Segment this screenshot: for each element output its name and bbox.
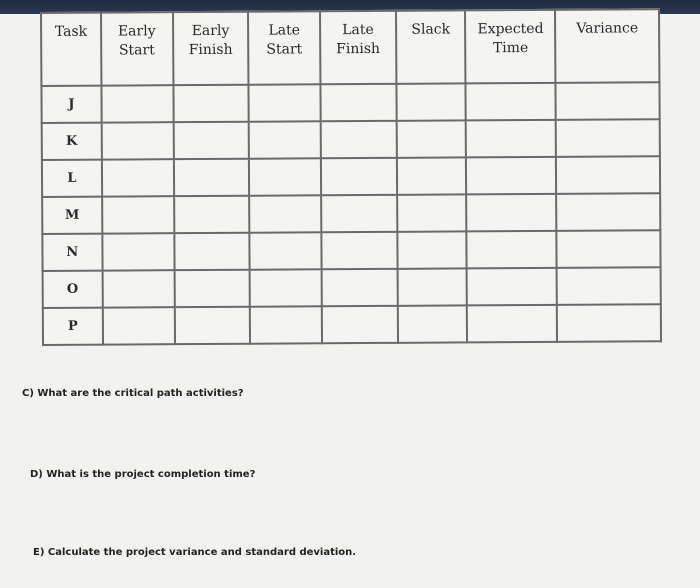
table-cell[interactable] xyxy=(250,269,322,306)
header-row xyxy=(41,9,659,86)
table-cell[interactable] xyxy=(467,305,557,343)
table-cell[interactable] xyxy=(249,158,321,195)
column-header-task: Task xyxy=(41,13,101,86)
task-label: K xyxy=(42,123,102,160)
table-cell[interactable] xyxy=(320,84,396,121)
table-cell[interactable] xyxy=(249,195,321,232)
task-label: P xyxy=(43,308,103,345)
table-cell[interactable] xyxy=(557,304,661,342)
table-cell[interactable] xyxy=(466,120,556,158)
question-e: E) Calculate the project variance and standard deviation. xyxy=(33,547,357,558)
table-cell[interactable] xyxy=(397,194,467,231)
table-cell[interactable] xyxy=(102,233,174,270)
schedule-table xyxy=(40,8,662,346)
table-cell[interactable] xyxy=(321,158,397,195)
table-row xyxy=(42,193,660,234)
table-cell[interactable] xyxy=(321,232,397,269)
table-cell[interactable] xyxy=(249,121,321,158)
table-cell[interactable] xyxy=(556,156,660,194)
task-label: J xyxy=(41,86,101,123)
task-label: O xyxy=(43,271,103,308)
table-cell[interactable] xyxy=(173,85,249,122)
table-cell[interactable] xyxy=(398,305,468,342)
question-d: D) What is the project completion time? xyxy=(30,469,256,480)
table-cell[interactable] xyxy=(467,268,557,306)
table-cell[interactable] xyxy=(466,157,556,195)
table-cell[interactable] xyxy=(102,270,174,307)
column-header-variance: Variance xyxy=(555,9,659,83)
table-cell[interactable] xyxy=(102,159,174,196)
table-row xyxy=(42,119,660,160)
table-cell[interactable] xyxy=(102,196,174,233)
table-row xyxy=(41,82,659,123)
table-cell[interactable] xyxy=(322,306,398,343)
column-header-early-start: Early Start xyxy=(101,12,173,85)
table-cell[interactable] xyxy=(321,121,397,158)
table-cell[interactable] xyxy=(321,195,397,232)
table-cell[interactable] xyxy=(322,269,398,306)
table-cell[interactable] xyxy=(101,85,173,122)
table-cell[interactable] xyxy=(397,231,467,268)
table-cell[interactable] xyxy=(103,307,175,344)
table-cell[interactable] xyxy=(250,306,322,343)
column-header-late-finish: Late Finish xyxy=(320,11,396,84)
table-cell[interactable] xyxy=(101,122,173,159)
table-cell[interactable] xyxy=(174,307,250,344)
table-row xyxy=(43,304,661,345)
question-c: C) What are the critical path activities? xyxy=(22,388,244,399)
table-cell[interactable] xyxy=(556,82,660,120)
table-cell[interactable] xyxy=(557,267,661,305)
task-label: L xyxy=(42,160,102,197)
table-cell[interactable] xyxy=(556,119,660,157)
table-cell[interactable] xyxy=(174,270,250,307)
table-cell[interactable] xyxy=(467,231,557,269)
table-cell[interactable] xyxy=(396,120,466,157)
table-row xyxy=(43,267,661,308)
table-cell[interactable] xyxy=(173,122,249,159)
table-cell[interactable] xyxy=(173,159,249,196)
table-cell[interactable] xyxy=(557,230,661,268)
table-cell[interactable] xyxy=(396,83,466,120)
table-row xyxy=(42,230,660,271)
task-label: M xyxy=(42,197,102,234)
table-row xyxy=(42,156,660,197)
table-cell[interactable] xyxy=(466,83,556,121)
task-label: N xyxy=(42,234,102,271)
column-header-early-finish: Early Finish xyxy=(173,12,249,85)
table-cell[interactable] xyxy=(174,196,250,233)
table-cell[interactable] xyxy=(397,157,467,194)
table-cell[interactable] xyxy=(249,84,321,121)
column-header-slack: Slack xyxy=(396,10,466,83)
table-cell[interactable] xyxy=(556,193,660,231)
table-cell[interactable] xyxy=(467,194,557,232)
column-header-late-start: Late Start xyxy=(248,11,320,84)
table-cell[interactable] xyxy=(174,233,250,270)
table-cell[interactable] xyxy=(250,232,322,269)
table-cell[interactable] xyxy=(397,268,467,305)
column-header-expected-time: Expected Time xyxy=(465,10,555,84)
